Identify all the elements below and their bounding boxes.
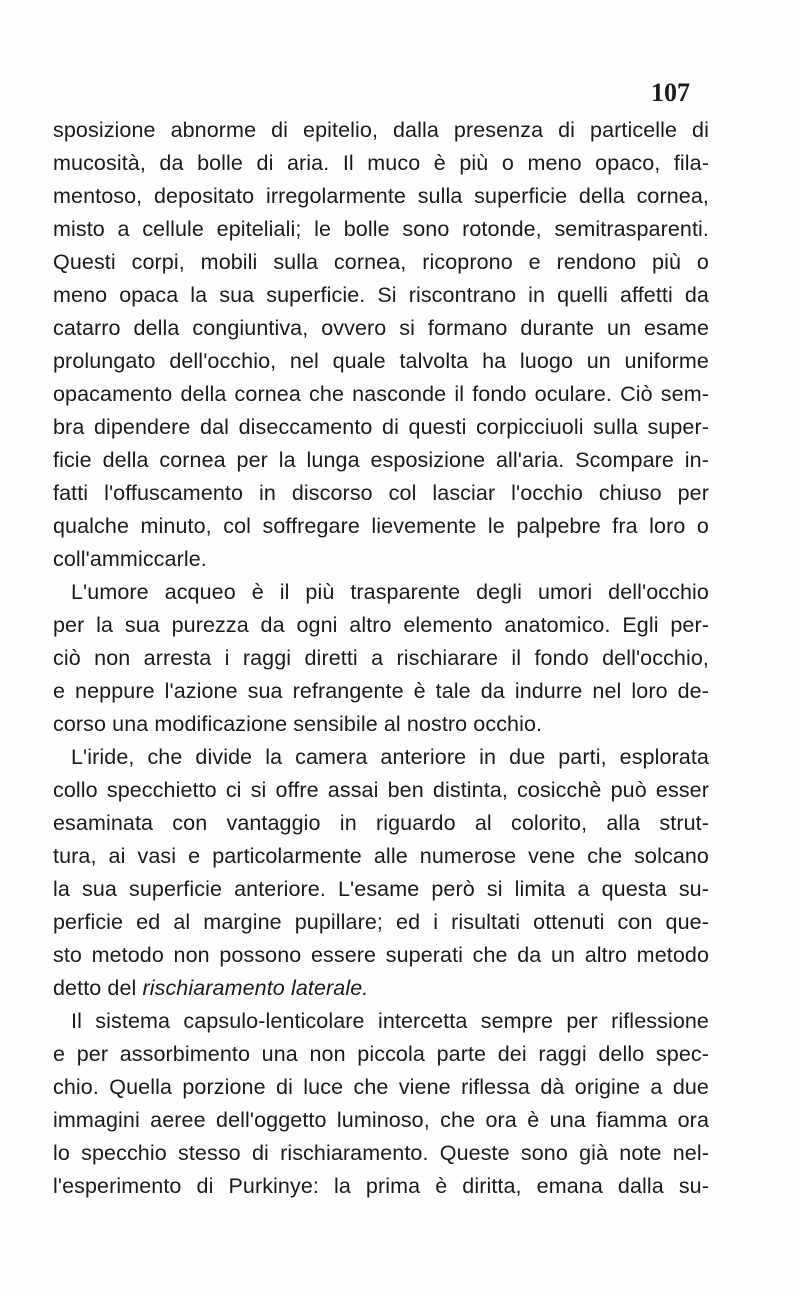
text-line: ciò non arresta i raggi diretti a rischiarare il fondo dell'occhio, bbox=[53, 646, 709, 670]
text-line: opacamento della cornea che nasconde il fondo oculare. Ciò sem- bbox=[53, 382, 709, 406]
paragraph-3 bbox=[53, 741, 709, 1005]
text-line: mucosità, da bolle di aria. Il muco è più o meno opaco, fila- bbox=[53, 151, 709, 175]
text-line: collo specchietto ci si offre assai ben distinta, cosicchè può esser bbox=[53, 778, 709, 802]
text-line: per la sua purezza da ogni altro elemento anatomico. Egli per- bbox=[53, 613, 709, 637]
text-line: sposizione abnorme di epitelio, dalla presenza di particelle di bbox=[53, 118, 709, 142]
page-number: 107 bbox=[651, 78, 690, 107]
text-line: L'iride, che divide la camera anteriore in due parti, esplorata bbox=[71, 745, 709, 769]
italic-term: rischiaramento laterale. bbox=[142, 976, 369, 1000]
text-line: misto a cellule epiteliali; le bolle sono rotonde, semitrasparenti. bbox=[53, 217, 709, 241]
text-line: l'esperimento di Purkinye: la prima è diritta, emana dalla su- bbox=[53, 1174, 709, 1198]
text-line: e neppure l'azione sua refrangente è tale da indurre nel loro de- bbox=[53, 679, 709, 703]
text-line: tura, ai vasi e particolarmente alle numerose vene che solcano bbox=[53, 844, 709, 868]
paragraph-1 bbox=[53, 114, 709, 576]
text-line: perficie ed al margine pupillare; ed i risultati ottenuti con que- bbox=[53, 910, 709, 934]
paragraph-4 bbox=[53, 1005, 709, 1203]
text-line: ficie della cornea per la lunga esposizione all'aria. Scompare in- bbox=[53, 448, 709, 472]
text-line: qualche minuto, col soffregare lievemente le palpebre fra loro o bbox=[53, 514, 709, 538]
body-text bbox=[53, 114, 709, 1203]
text-line: fatti l'offuscamento in discorso col lasciar l'occhio chiuso per bbox=[53, 481, 709, 505]
text-line-prefix: detto del bbox=[53, 976, 143, 1000]
text-line: catarro della congiuntiva, ovvero si formano durante un esame bbox=[53, 316, 709, 340]
text-line: e per assorbimento una non piccola parte dei raggi dello spec- bbox=[53, 1042, 709, 1066]
text-line: coll'ammiccarle. bbox=[53, 547, 207, 571]
text-line: chio. Quella porzione di luce che viene riflessa dà origine a due bbox=[53, 1075, 709, 1099]
text-line: lo specchio stesso di rischiaramento. Queste sono già note nel- bbox=[53, 1141, 709, 1165]
text-line: sto metodo non possono essere superati che da un altro metodo bbox=[53, 943, 709, 967]
text-line: meno opaca la sua superficie. Si riscontrano in quelli affetti da bbox=[53, 283, 709, 307]
paragraph-2 bbox=[53, 576, 709, 741]
text-line: la sua superficie anteriore. L'esame però si limita a questa su- bbox=[53, 877, 709, 901]
text-line: bra dipendere dal diseccamento di questi corpicciuoli sulla super- bbox=[53, 415, 709, 439]
text-line: esaminata con vantaggio in riguardo al colorito, alla strut- bbox=[53, 811, 709, 835]
text-line: L'umore acqueo è il più trasparente degli umori dell'occhio bbox=[71, 580, 709, 604]
text-line: immagini aeree dell'oggetto luminoso, che ora è una fiamma ora bbox=[53, 1108, 709, 1132]
text-line: corso una modificazione sensibile al nostro occhio. bbox=[53, 712, 543, 736]
text-line: prolungato dell'occhio, nel quale talvolta ha luogo un uniforme bbox=[53, 349, 709, 373]
text-line: mentoso, depositato irregolarmente sulla superficie della cornea, bbox=[53, 184, 709, 208]
text-line: Questi corpi, mobili sulla cornea, ricoprono e rendono più o bbox=[53, 250, 709, 274]
text-line bbox=[53, 972, 709, 1005]
text-line: Il sistema capsulo-lenticolare intercetta sempre per riflessione bbox=[71, 1009, 709, 1033]
